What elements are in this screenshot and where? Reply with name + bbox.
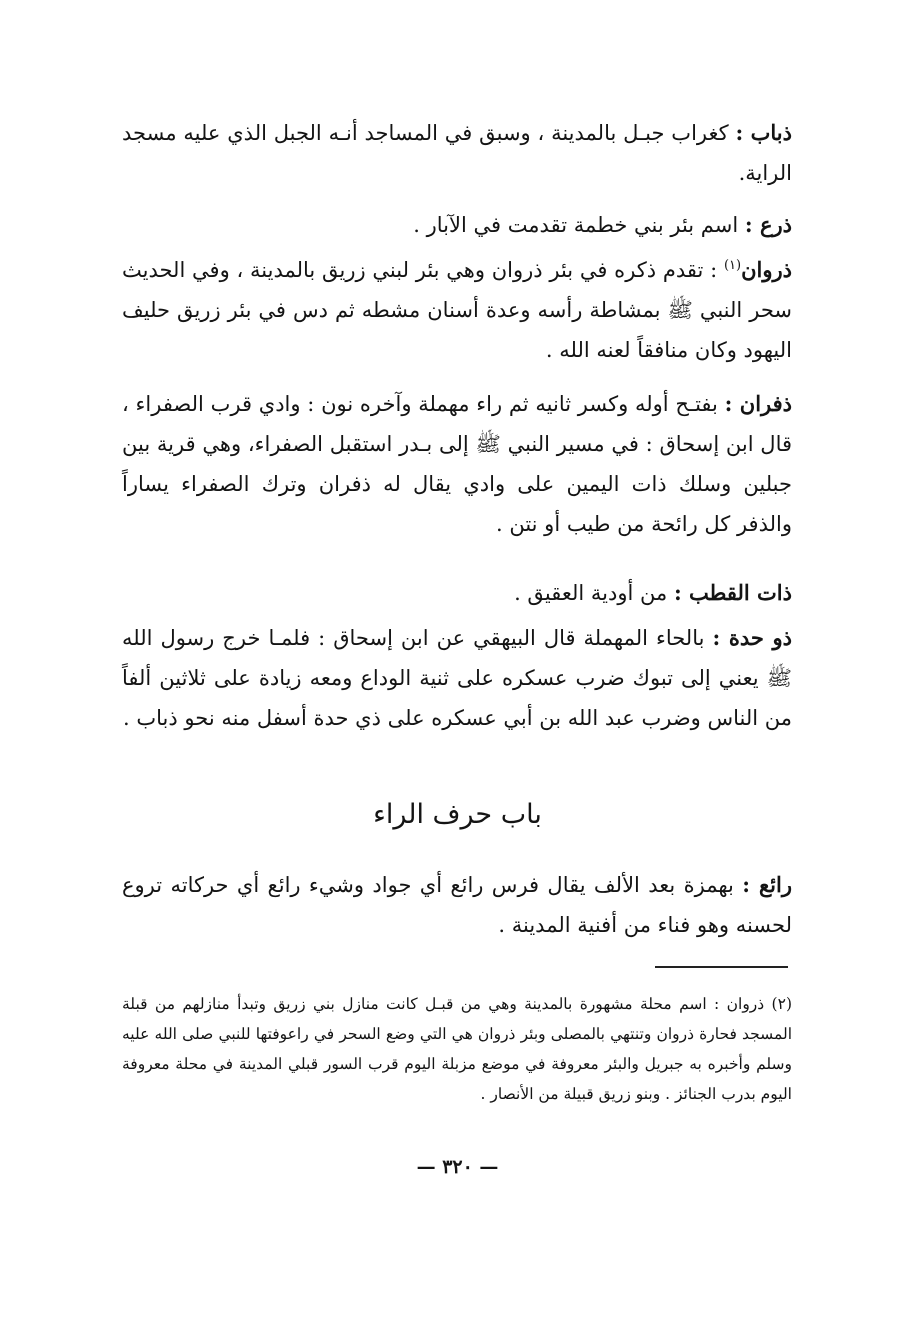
entry-term: ذباب :	[735, 120, 792, 145]
entry-dhafiran	[122, 384, 792, 544]
entry-text: بالحاء المهملة قال البيهقي عن ابن إسحاق : فلمـا خرج رسول الله ﷺ يعني إلى تبوك ضرب عسكره على ثنية الوداع ومعه زيادة على ثلاثين ألفاً من الناس وضرب عبد الله بن أبي عسكره على ذي حدة أسفل منه نحو ذباب .	[122, 626, 792, 730]
chapter-heading: باب حرف الراء	[373, 799, 542, 830]
page-number: — ٣٢٠ —	[416, 1156, 499, 1178]
entry-dhira	[122, 205, 792, 245]
entry-dhat-al-qutb	[122, 573, 792, 613]
entry-term: ذروان	[741, 257, 792, 282]
footnote: (٢) ذروان : اسم محلة مشهورة بالمدينة وهي من قبـل كانت منازل بني زريق وتبدأ منازلهم من قبلة المسجد فحارة ذروان وتنتهي بالمصلى وبئر ذروان هي التي وضع السحر في راعوفتها للنبي صلى الله عليه وسلم وأخبره به جبريل والبئر معروفة في موضع مزبلة اليوم قرب السور قبلي المدينة في محلة معروفة اليوم بدرب الجنائز . وبنو زريق قبيلة من الأنصار .	[122, 995, 792, 1103]
entry-text: : تقدم ذكره في بئر ذروان وهي بئر لبني زريق بالمدينة ، وفي الحديث سحر النبي ﷺ بمشاطة رأسه وعدة أسنان مشطه ثم دس في بئر زريق حليف اليهود وكان منافقاً لعنه الله .	[122, 258, 792, 362]
entry-dhubab	[122, 113, 792, 193]
entry-term: رائع :	[742, 872, 793, 897]
entry-term: ذفران :	[724, 391, 793, 416]
entry-text: من أودية العقيق .	[514, 581, 674, 605]
entry-text: بفتـح أوله وكسر ثانيه ثم راء مهملة وآخره نون : وادي قرب الصفراء ، قال ابن إسحاق : في مسير النبي ﷺ إلى بـدر استقبل الصفراء، وهي قرية بين جبلين وسلك ذات اليمين على وادي يقال له ذفران وترك الصفراء يساراً والذفر كل رائحة من طيب أو نتن .	[122, 392, 792, 536]
entry-text: بهمزة بعد الألف يقال فرس رائع أي جواد وشيء رائع أي حركاته تروع لحسنه وهو فناء من أفنية المدينة .	[122, 873, 792, 937]
entry-dhu-hidda	[122, 618, 792, 738]
entry-dharwan	[122, 246, 792, 370]
footnote-divider	[655, 966, 788, 968]
footnote-reference: (١)	[723, 258, 742, 273]
entry-term: ذات القطب :	[673, 580, 792, 605]
entry-term: ذو حدة :	[712, 625, 792, 650]
entry-term: ذرع :	[744, 212, 792, 237]
entry-text: اسم بئر بني خطمة تقدمت في الآبار .	[413, 213, 745, 237]
entry-text: كغراب جبـل بالمدينة ، وسبق في المساجد أنـه الجبل الذي عليه مسجد الراية.	[122, 121, 792, 185]
entry-raii	[122, 865, 792, 945]
